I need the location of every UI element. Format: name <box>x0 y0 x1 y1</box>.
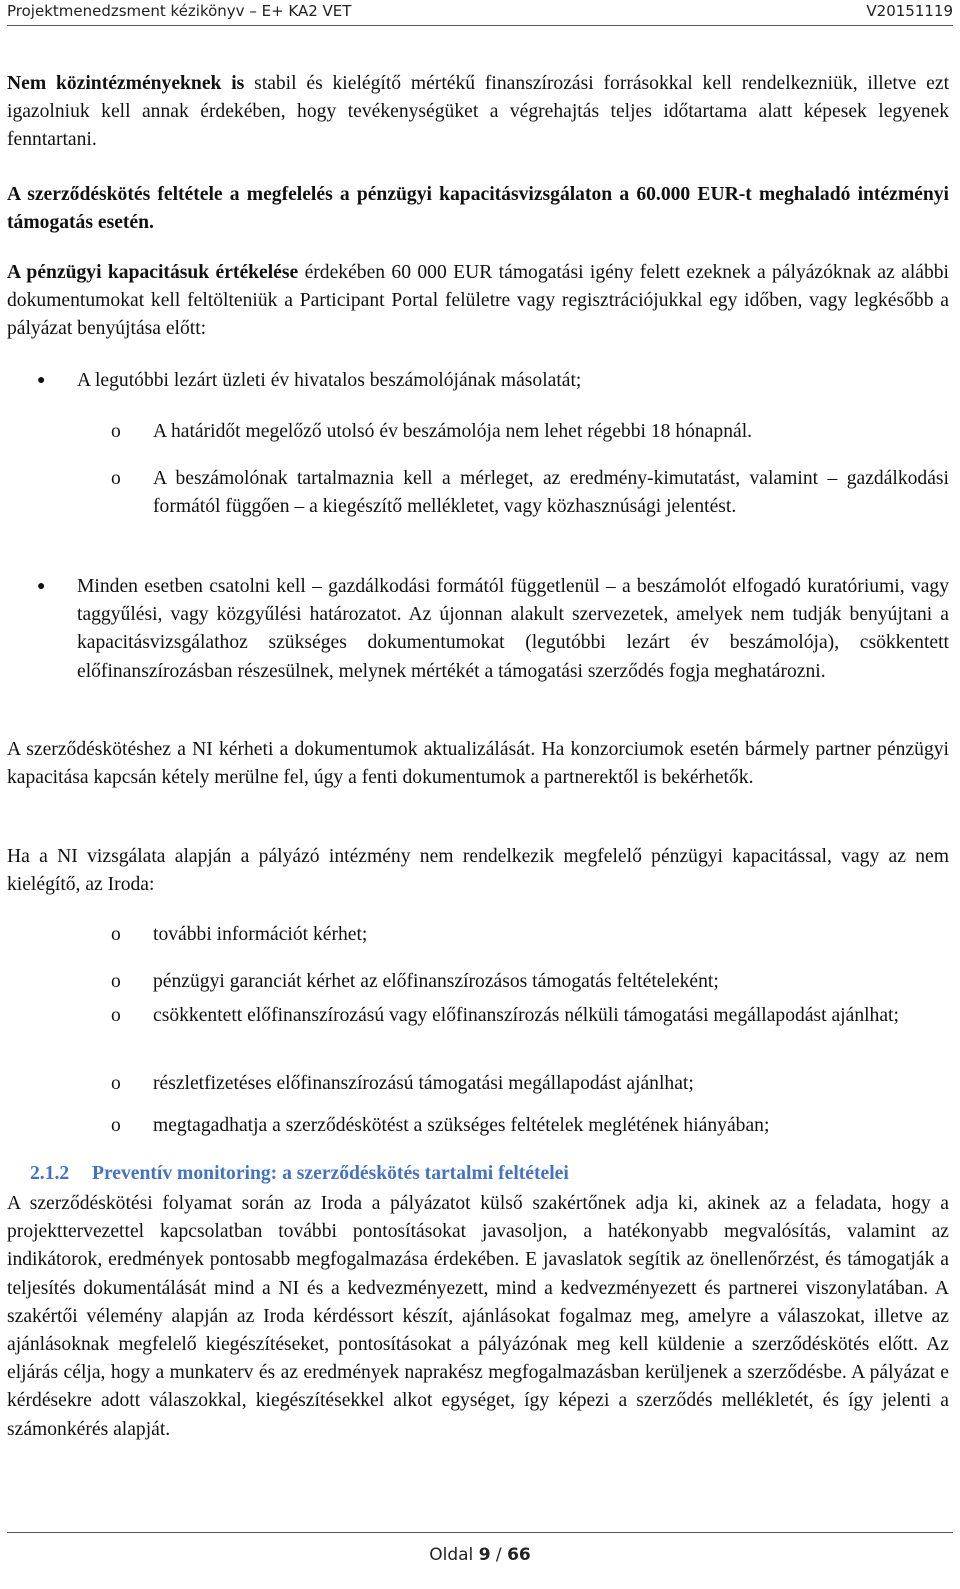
circle-bullet-icon: o <box>111 1073 121 1094</box>
paragraph-preventive-monitoring: A szerződéskötési folyamat során az Iroda a pályázatot külső szakértőnek adja ki, akinek az a feladata, hogy a projekttervezettel kapcsolatban további pontosításokat javasoljon, a hatékonyabb megvalósítás, valamint az indikátorok, eredmények pontosabb megfogalmazása érdekében. E javaslatok segítik az önellenőrzést, és támogatják a teljesítés dokumentálását mind a NI és a kedvezményezett, mind a kedvezményezett és partnerei viszonylatában. A szakértői vélemény alapján az Iroda kérdéssort készít, ajánlásokat fogalmaz meg, amelyre a válaszokat, illetve az ajánlásoknak megfelelő kiegészítéseket, pontosításokat a pályázónak meg kell küldenie a szerződéskötés előtt. Az eljárás célja, hogy a munkaterv és az eredmények naprakész megfogalmazásban kerüljenek a szerződésbe. A pályázat e kérdésekre adott válaszokkal, kiegészítésekkel alkot egységet, így képezi a szerződés mellékletét, és így jelenti a számonkérés alapját. <box>7 1193 949 1440</box>
sub-list-item-text: további információt kérhet; <box>153 924 368 945</box>
footer-separator: / <box>490 1545 508 1565</box>
footer-divider <box>7 1532 953 1533</box>
circle-bullet-icon: o <box>111 971 121 992</box>
list-item-text: A legutóbbi lezárt üzleti év hivatalos beszámolójának másolatát; <box>77 370 582 391</box>
circle-bullet-icon: o <box>111 468 121 489</box>
page-header <box>7 0 953 22</box>
circle-bullet-icon: o <box>111 1005 121 1026</box>
list-item-text: Minden esetben csatolni kell – gazdálkodási formától függetlenül – a beszámolót elfogadó kuratóriumi, vagy taggyűlési, vagy közgyűlési határozatot. Az újonnan alakult szervezetek, amelyek nem tudják benyújtani a kapacitásvizsgálathoz szükséges dokumentumokat (legutóbbi lezárt év beszámolója), csökkentett előfinanszírozásban részesülnek, melynek mértékét a támogatási szerződés fogja meghatározni. <box>77 576 949 682</box>
header-version: V20151119 <box>866 2 953 20</box>
section-heading <box>30 1163 569 1185</box>
paragraph-capacity <box>7 259 949 344</box>
sub-list-item-text: A beszámolónak tartalmaznia kell a mérleget, az eredmény-kimutatást, valamint – gazdálkodási formától függően – a kiegészítő mellékletet, vagy közhasznúsági jelentést. <box>153 468 949 518</box>
header-title: Projektmenedzsment kézikönyv – E+ KA2 VET <box>7 2 352 20</box>
bullet-icon: ● <box>37 373 46 388</box>
bullet-icon: ● <box>37 579 46 594</box>
sub-list-item-text: A határidőt megelőző utolsó év beszámolója nem lehet régebbi 18 hónapnál. <box>153 421 753 442</box>
sub-list-item-text: részletfizetéses előfinanszírozású támogatási megállapodást ajánlhat; <box>153 1073 694 1094</box>
paragraph-capacity-rest: érdekében 60 000 EUR támogatási igény felett ezeknek a pályázóknak az alábbi dokumentumokat kell feltölteniük a Participant Portal felületre vagy regisztrációjukkal egy időben, vagy legkésőbb a pályázat benyújtása előtt: <box>7 262 949 340</box>
paragraph-ni-review: Ha a NI vizsgálata alapján a pályázó intézmény nem rendelkezik megfelelő pénzügyi kapacitással, vagy az nem kielégítő, az Iroda: <box>7 846 949 896</box>
sub-list-item-text: megtagadhatja a szerződéskötést a szükséges feltételek meglétének hiányában; <box>153 1115 770 1136</box>
paragraph-nonpublic-lead: Nem közintézményeknek is <box>7 73 245 94</box>
section-number: 2.1.2 <box>30 1163 70 1184</box>
sub-list-item-text: csökkentett előfinanszírozású vagy előfinanszírozás nélküli támogatási megállapodást ajánlhat; <box>153 1005 899 1026</box>
page-total: 66 <box>507 1545 531 1565</box>
paragraph-nonpublic <box>7 70 949 155</box>
header-divider <box>7 25 953 26</box>
paragraph-update: A szerződéskötéshez a NI kérheti a dokumentumok aktualizálását. Ha konzorciumok esetén bármely partner pénzügyi kapacitása kapcsán kétely merülne fel, úgy a fenti dokumentumok a partnerektől is bekérhetők. <box>7 739 949 789</box>
paragraph-capacity-lead: A pénzügyi kapacitásuk értékelése <box>7 262 299 283</box>
circle-bullet-icon: o <box>111 1115 121 1136</box>
page-footer <box>0 1545 960 1565</box>
sub-list-item-text: pénzügyi garanciát kérhet az előfinanszírozásos támogatás feltételeként; <box>153 971 719 992</box>
page-number: 9 <box>478 1545 491 1565</box>
footer-prefix: Oldal <box>429 1545 479 1565</box>
circle-bullet-icon: o <box>111 421 121 442</box>
section-title: Preventív monitoring: a szerződéskötés tartalmi feltételei <box>92 1163 569 1184</box>
paragraph-nonpublic-rest: stabil és kielégítő mértékű finanszírozási forrásokkal kell rendelkezniük, illetve ezt igazolniuk kell annak érdekében, hogy tevékenységüket a végrehajtás teljes időtartama alatt képesek legyenek fenntartani. <box>7 73 950 151</box>
paragraph-contract-condition: A szerződéskötés feltétele a megfelelés a pénzügyi kapacitásvizsgálaton a 60.000 EUR-t meghaladó intézményi támogatás esetén. <box>7 184 949 234</box>
circle-bullet-icon: o <box>111 924 121 945</box>
